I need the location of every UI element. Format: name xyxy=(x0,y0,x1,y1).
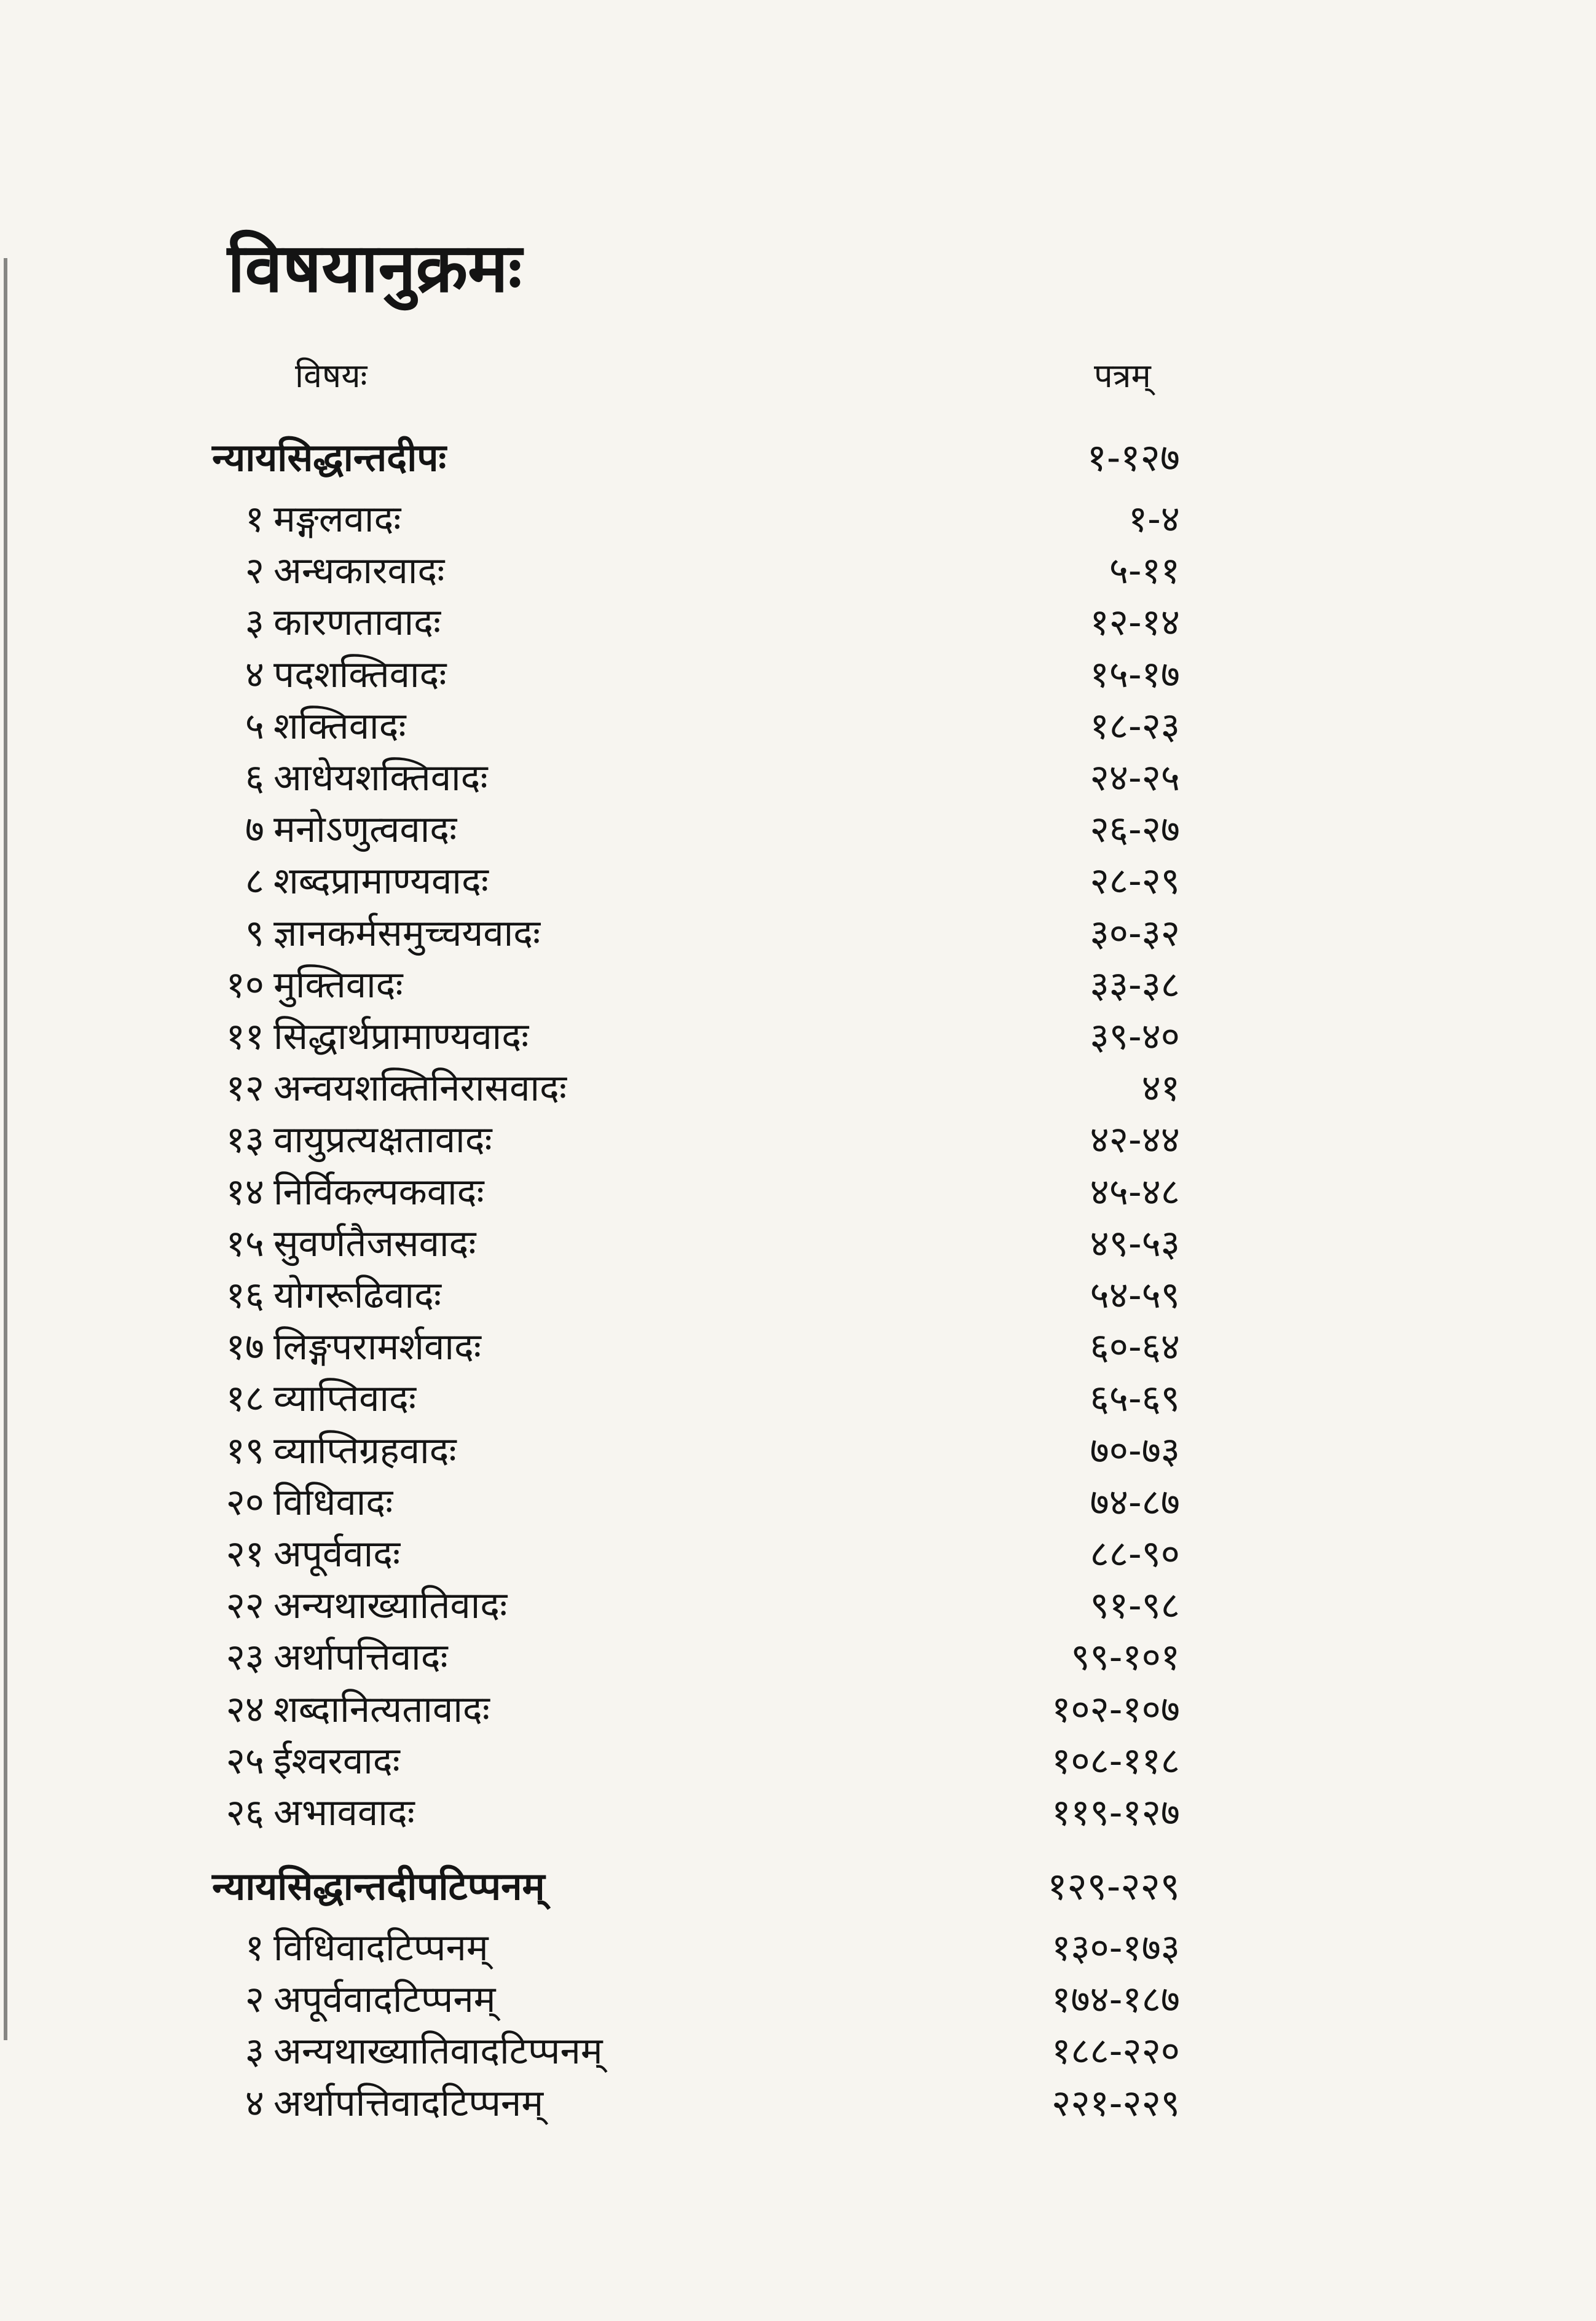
toc-entry xyxy=(0,1219,1596,1268)
entry-title: वायुप्रत्यक्षतावादः xyxy=(273,1118,492,1161)
section-title: न्यायसिद्धान्तदीपः xyxy=(212,435,446,480)
entry-number: ३ xyxy=(245,2030,264,2073)
toc-entry xyxy=(0,1012,1596,1061)
entry-title: विधिवादटिप्पनम् xyxy=(273,1926,489,1970)
entry-title: मनोऽणुत्ववादः xyxy=(273,808,457,851)
entry-number: ६ xyxy=(245,756,264,799)
entry-number: १४ xyxy=(226,1171,264,1214)
toc-entry xyxy=(0,2027,1596,2076)
entry-number: २ xyxy=(245,549,264,592)
section-pages: १२९-२२९ xyxy=(1047,1864,1180,1909)
entry-number: २ xyxy=(245,1978,264,2021)
entry-pages: ३०-३२ xyxy=(1090,912,1180,955)
entry-title: व्याप्तिवादः xyxy=(273,1377,416,1420)
entry-pages: ९१-९८ xyxy=(1090,1584,1180,1627)
entry-title: अन्धकारवादः xyxy=(273,549,445,592)
entry-number: १० xyxy=(226,964,264,1007)
toc-entry xyxy=(0,598,1596,647)
toc-entry xyxy=(0,1530,1596,1579)
entry-title: सिद्धार्थप्रामाण्यवादः xyxy=(273,1015,529,1058)
entry-number: २४ xyxy=(226,1688,264,1731)
entry-title: अन्यथाख्यातिवादटिप्पनम् xyxy=(273,2030,603,2073)
entry-pages: ७४-८७ xyxy=(1090,1481,1180,1524)
entry-number: १५ xyxy=(226,1222,264,1265)
entry-pages: ६०-६४ xyxy=(1090,1325,1180,1369)
entry-pages: ४५-४८ xyxy=(1090,1171,1180,1214)
toc-entry xyxy=(0,1788,1596,1837)
entry-number: १८ xyxy=(226,1377,264,1420)
entry-pages: ५४-५९ xyxy=(1090,1274,1180,1317)
section-heading xyxy=(0,433,1596,482)
entry-number: १३ xyxy=(226,1118,264,1161)
entry-pages: १३०-१७३ xyxy=(1052,1926,1180,1970)
entry-number: ४ xyxy=(245,2082,264,2125)
entry-pages: १७४-१८७ xyxy=(1052,1978,1180,2021)
entry-title: सुवर्णतैजसवादः xyxy=(273,1222,476,1265)
toc-entry xyxy=(0,495,1596,544)
page-title: विषयानुक्रमः xyxy=(227,229,522,307)
section-title: न्यायसिद्धान्तदीपटिप्पनम् xyxy=(212,1864,545,1909)
toc-entry xyxy=(0,2079,1596,2128)
entry-pages: ५-११ xyxy=(1109,549,1180,592)
entry-number: १ xyxy=(245,1926,264,1970)
toc-entry xyxy=(0,1064,1596,1113)
toc-entry xyxy=(0,1685,1596,1734)
entry-title: ईश्वरवादः xyxy=(273,1740,400,1783)
entry-pages: ४९-५३ xyxy=(1090,1222,1180,1265)
entry-pages: २२१-२२९ xyxy=(1052,2082,1180,2125)
entry-title: अपूर्ववादः xyxy=(273,1533,401,1576)
entry-title: ज्ञानकर्मसमुच्चयवादः xyxy=(273,912,541,955)
entry-pages: ८८-९० xyxy=(1090,1533,1180,1576)
entry-number: १६ xyxy=(226,1274,264,1317)
entry-pages: २८-२९ xyxy=(1090,860,1180,903)
entry-pages: १२-१४ xyxy=(1090,601,1180,644)
entry-number: २१ xyxy=(226,1533,264,1576)
entry-pages: १०८-११८ xyxy=(1052,1740,1180,1783)
toc-entry xyxy=(0,960,1596,1010)
entry-number: ९ xyxy=(245,912,264,955)
entry-pages: ७०-७३ xyxy=(1090,1429,1180,1472)
entry-title: अभाववादः xyxy=(273,1791,415,1834)
entry-pages: १०२-१०७ xyxy=(1052,1688,1180,1731)
entry-title: अर्थापत्तिवादः xyxy=(273,1636,448,1679)
toc-entry xyxy=(0,1168,1596,1217)
entry-number: १२ xyxy=(226,1067,264,1110)
entry-number: २० xyxy=(226,1481,264,1524)
entry-title: अपूर्ववादटिप्पनम् xyxy=(273,1978,496,2021)
entry-number: १ xyxy=(245,498,264,541)
column-header-subject: विषयः xyxy=(295,356,368,395)
entry-pages: ३९-४० xyxy=(1090,1015,1180,1058)
entry-title: अन्वयशक्तिनिरासवादः xyxy=(273,1067,567,1110)
entry-title: शब्दप्रामाण्यवादः xyxy=(273,860,489,903)
entry-title: विधिवादः xyxy=(273,1481,393,1524)
entry-number: ७ xyxy=(245,808,264,851)
entry-pages: १५-१७ xyxy=(1090,653,1180,696)
toc-entry xyxy=(0,546,1596,595)
entry-pages: ४२-४४ xyxy=(1090,1118,1180,1161)
entry-title: अर्थापत्तिवादटिप्पनम् xyxy=(273,2082,544,2125)
entry-title: योगरूढिवादः xyxy=(273,1274,441,1317)
entry-title: व्याप्तिग्रहवादः xyxy=(273,1429,457,1472)
entry-number: ४ xyxy=(245,653,264,696)
entry-pages: ६५-६९ xyxy=(1090,1377,1180,1420)
entry-title: कारणतावादः xyxy=(273,601,441,644)
entry-title: निर्विकल्पकवादः xyxy=(273,1171,484,1214)
entry-title: आधेयशक्तिवादः xyxy=(273,756,488,799)
entry-number: १९ xyxy=(226,1429,264,1472)
entry-number: ५ xyxy=(245,705,264,748)
toc-entry xyxy=(0,1923,1596,1973)
entry-pages: २४-२५ xyxy=(1090,756,1180,799)
entry-title: अन्यथाख्यातिवादः xyxy=(273,1584,508,1627)
toc-entry xyxy=(0,1975,1596,2024)
toc-entry xyxy=(0,1374,1596,1423)
entry-number: ११ xyxy=(226,1015,264,1058)
entry-number: २२ xyxy=(226,1584,264,1627)
entry-pages: ३३-३८ xyxy=(1090,964,1180,1007)
entry-title: शक्तिवादः xyxy=(273,705,406,748)
toc-entry xyxy=(0,1737,1596,1786)
toc-entry xyxy=(0,1115,1596,1164)
entry-title: मङ्गलवादः xyxy=(273,498,401,541)
entry-pages: ११९-१२७ xyxy=(1052,1791,1180,1834)
entry-title: पदशक्तिवादः xyxy=(273,653,447,696)
entry-title: मुक्तिवादः xyxy=(273,964,403,1007)
entry-pages: ४१ xyxy=(1141,1067,1180,1110)
toc-entry xyxy=(0,650,1596,699)
toc-entry xyxy=(0,1581,1596,1630)
entry-pages: १-४ xyxy=(1128,498,1180,541)
toc-entry xyxy=(0,1271,1596,1320)
entry-pages: २६-२७ xyxy=(1090,808,1180,851)
section-heading xyxy=(0,1862,1596,1911)
toc-entry xyxy=(0,805,1596,854)
entry-number: ३ xyxy=(245,601,264,644)
entry-pages: १८-२३ xyxy=(1090,705,1180,748)
entry-pages: ९९-१०१ xyxy=(1071,1636,1180,1679)
entry-title: लिङ्गपरामर्शवादः xyxy=(273,1325,481,1369)
toc-entry xyxy=(0,857,1596,906)
toc-entry xyxy=(0,1633,1596,1682)
toc-entry xyxy=(0,702,1596,751)
entry-number: २५ xyxy=(226,1740,264,1783)
entry-number: ८ xyxy=(245,860,264,903)
toc-entry xyxy=(0,1322,1596,1372)
entry-number: २३ xyxy=(226,1636,264,1679)
toc-entry xyxy=(0,1478,1596,1527)
section-pages: १-१२७ xyxy=(1087,435,1180,480)
entry-pages: १८८-२२० xyxy=(1052,2030,1180,2073)
toc-entry xyxy=(0,753,1596,803)
entry-title: शब्दानित्यतावादः xyxy=(273,1688,490,1731)
entry-number: २६ xyxy=(226,1791,264,1834)
toc-entry xyxy=(0,1426,1596,1475)
entry-number: १७ xyxy=(226,1325,264,1369)
toc-entry xyxy=(0,909,1596,958)
column-header-pages: पत्रम् xyxy=(1094,356,1151,395)
